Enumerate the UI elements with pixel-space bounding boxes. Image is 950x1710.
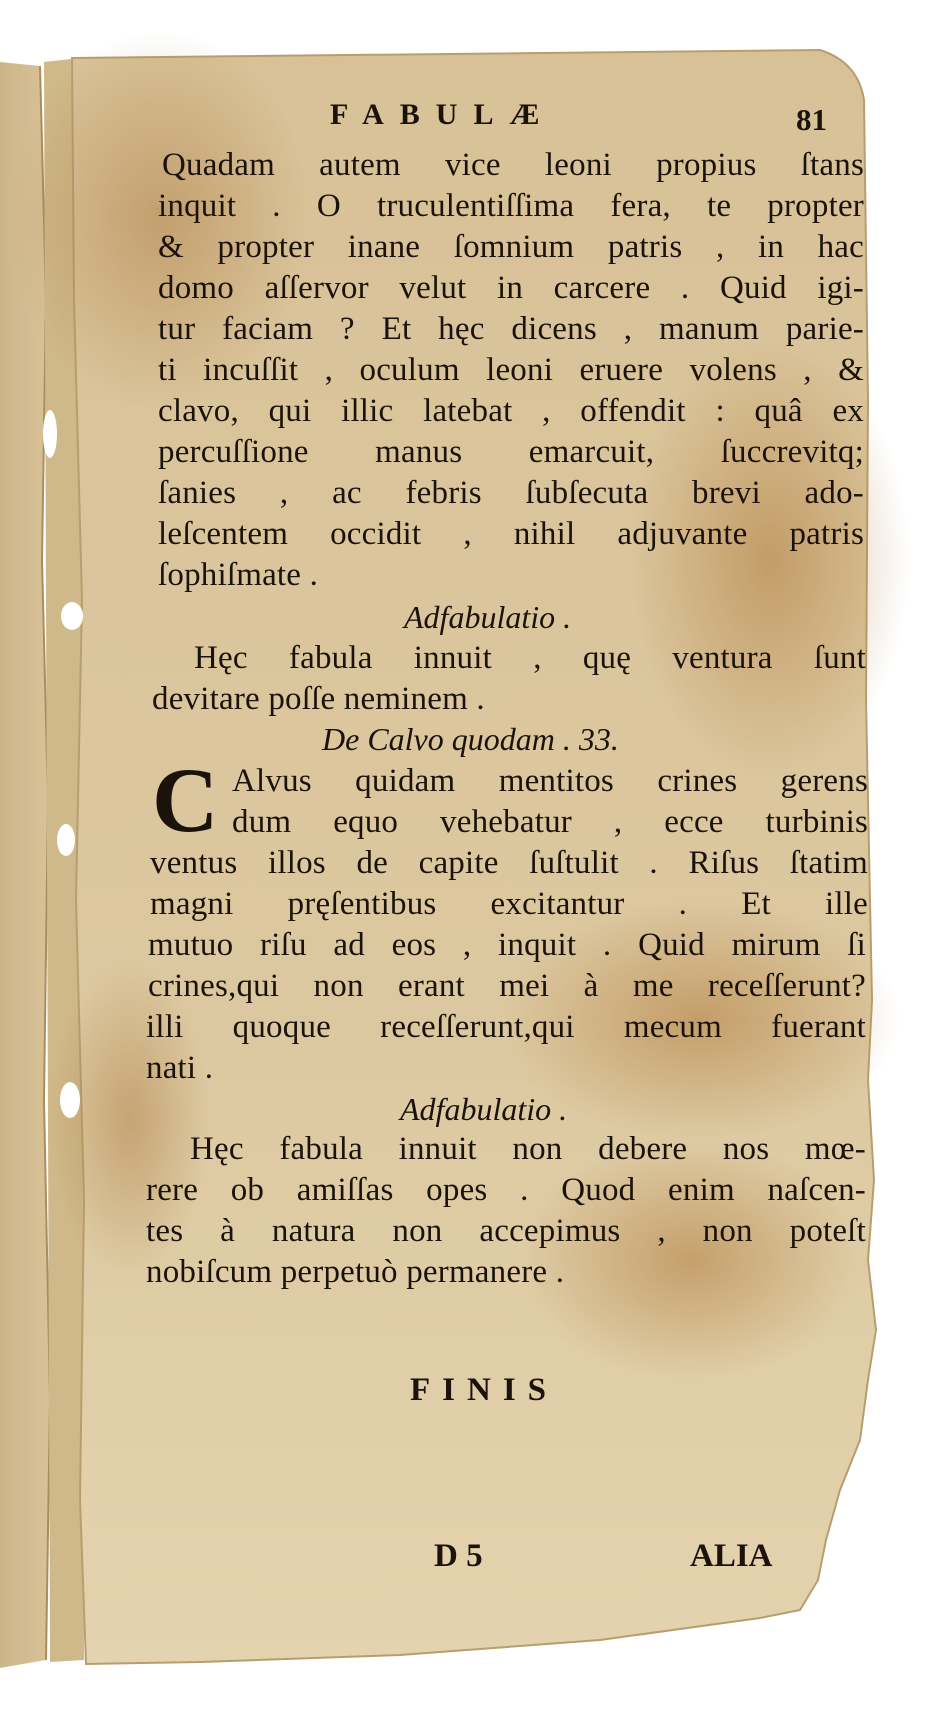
text-line: Quadam autem vice leoni propius ſtans [162,147,864,183]
finis-mark: FINIS [410,1372,559,1408]
moral-line: nobiſcum perpetuò permanere . [146,1254,565,1290]
signature-mark: D 5 [434,1538,483,1574]
running-head: FABULÆ [330,98,556,131]
text-line: ſophiſmate . [158,557,319,593]
text-line: ti incuſſit , oculum leoni eruere volens , & [158,352,864,388]
moral-heading: Adfabulatio . [404,599,572,635]
text-line: ſanies , ac febris ſubſecuta brevi ado- [158,475,864,511]
catchword: ALIA [690,1538,773,1574]
text-line: & propter inane ſomnium patris , in hac [158,229,864,265]
moral-line: tes à natura non accepimus , non poteſt [146,1213,866,1249]
text-line: inquit . O truculentiſſima fera, te propter [158,188,864,224]
text-line: magni pręſentibus excitantur . Et ille [150,886,868,922]
text-line: crines,qui non erant mei à me receſſerunt? [148,968,866,1004]
text-line: Alvus quidam mentitos crines gerens [232,763,868,799]
fable-title: De Calvo quodam . 33. [322,721,619,757]
text-line: tur faciam ? Et hęc dicens , manum parie- [158,311,864,347]
text-line: dum equo vehebatur , ecce turbinis [232,804,868,840]
page-number: 81 [796,102,827,137]
moral-line: rere ob amiſſas opes . Quod enim naſcen- [146,1172,866,1208]
moral-heading: Adfabulatio . [400,1091,568,1127]
moral-line: Hęc fabula innuit non debere nos mœ- [190,1131,866,1167]
moral-line: Hęc fabula innuit , quę ventura ſunt [194,640,866,676]
drop-cap: C [152,749,219,851]
moral-line: devitare poſſe neminem . [152,681,485,717]
text-line: nati . [146,1050,214,1086]
text-line: percuſſione manus emarcuit, ſuccrevitq; [158,434,864,470]
text-line: mutuo riſu ad eos , inquit . Quid mirum ſi [148,927,866,963]
text-line: clavo, qui illic latebat , offendit : quâ ex [158,393,864,429]
text-line: illi quoque receſſerunt,qui mecum fuerant [146,1009,866,1045]
text-line: domo aſſervor velut in carcere . Quid igi- [158,270,864,306]
text-line: ventus illos de capite ſuſtulit . Riſus ſtatim [150,845,868,881]
text-line: leſcentem occidit , nihil adjuvante patris [158,516,864,552]
